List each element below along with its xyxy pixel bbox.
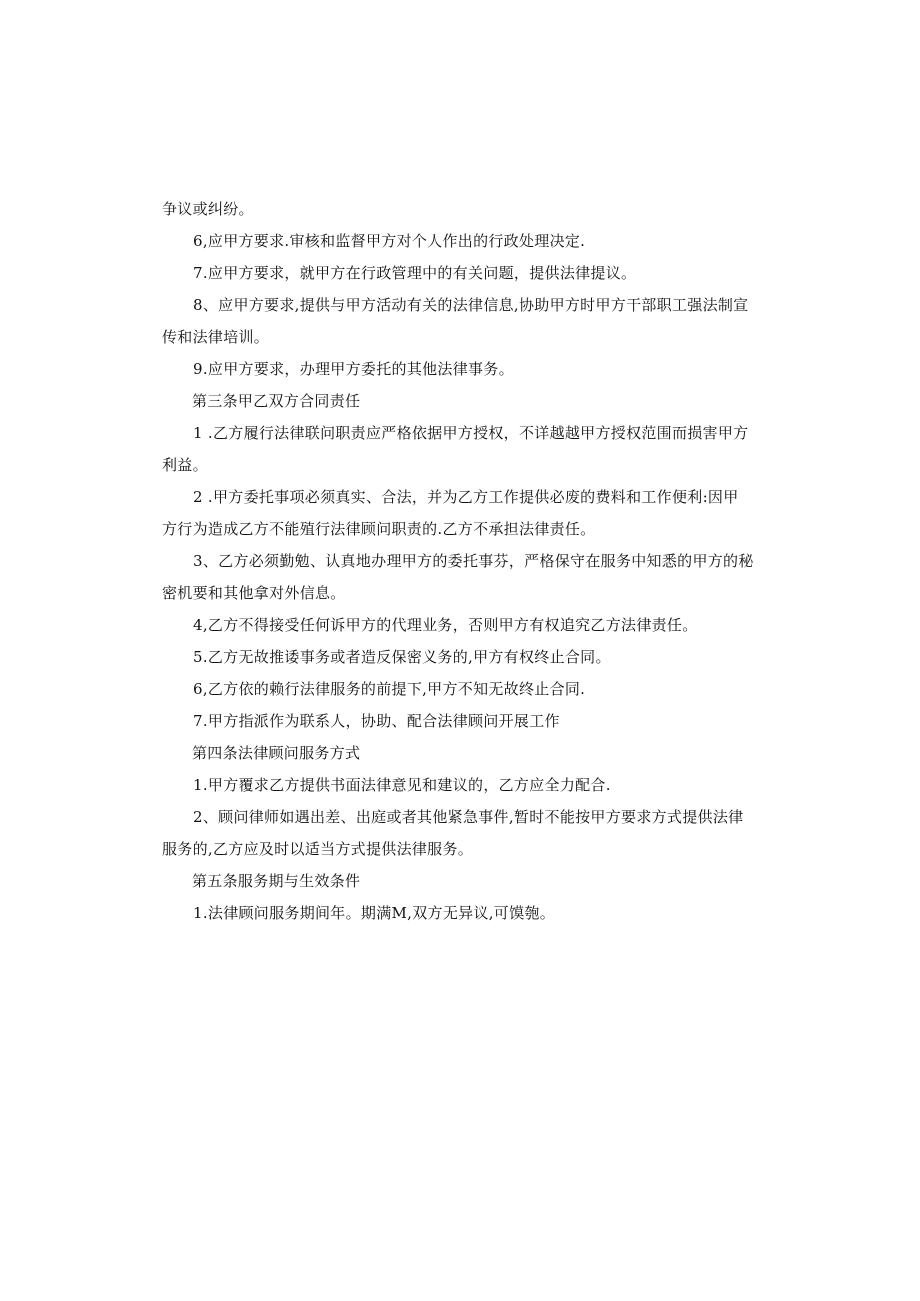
- paragraph: [162, 806, 774, 860]
- paragraph: [162, 710, 774, 732]
- text-line: 传和法律培训。: [162, 328, 270, 346]
- text-line: 6,乙方依的赖行法律服务的前提下,甲方不知无故终止合同.: [193, 680, 586, 698]
- text-line: 1.法律顾问服务期间年。期满M,双方无异议,可馍匏。: [193, 904, 556, 922]
- text-line: 利益。: [162, 456, 208, 474]
- paragraph: [162, 262, 774, 284]
- text-line: 7.甲方指派作为联系人，协助、配合法律顾问开展工作: [193, 712, 560, 730]
- text-line: 密机要和其他拿对外信息。: [162, 584, 346, 602]
- paragraph: [162, 486, 774, 540]
- paragraph: [162, 774, 774, 796]
- text-line: 7.应甲方要求，就甲方在行政管理中的有关问题，提供法律提议。: [193, 264, 637, 282]
- paragraph: [162, 358, 774, 380]
- paragraph: [162, 646, 774, 668]
- text-line: 6,应甲方要求.审核和监督甲方对个人作出的行政处理决定.: [193, 232, 586, 250]
- text-line: 5.乙方无故推诿事务或者造反保密义务的,甲方有权终止合同。: [193, 648, 611, 666]
- text-line: 2 .甲方委托事项必须真实、合法，并为乙方工作提供必废的费料和工作便利:因甲: [193, 488, 739, 506]
- text-line: 第三条甲乙双方合同责任: [192, 392, 361, 410]
- text-line: 3、乙方必须勤勉、认真地办理甲方的委托事芬，严格保守在服务中知悉的甲方的秘: [193, 552, 754, 570]
- section-heading: [162, 742, 774, 764]
- document-body: [162, 198, 774, 934]
- text-line: 第五条服务期与生效条件: [192, 872, 361, 890]
- section-heading: [162, 390, 774, 412]
- text-line: 1 .乙方履行法律联问职责应严格依据甲方授权，不详越越甲方授权范围而损害甲方: [193, 424, 749, 442]
- paragraph: [162, 294, 774, 348]
- text-line: 2、顾问律师如遇出差、出庭或者其他紧急事件,暂时不能按甲方要求方式提供法律: [193, 808, 744, 826]
- paragraph: [162, 678, 774, 700]
- text-line: 方行为造成乙方不能殖行法律顾问职责的.乙方不承担法律责任。: [162, 520, 596, 538]
- text-line: 8、应甲方要求,提供与甲方活动有关的法律信息,协助甲方时甲方干部职工强法制宣: [193, 296, 749, 314]
- paragraph: [162, 230, 774, 252]
- text-line: 1.甲方覆求乙方提供书面法律意见和建议的，乙方应全力配合.: [193, 776, 611, 794]
- text-line: 服务的,乙方应及时以适当方式提供法律服务。: [162, 840, 474, 858]
- text-line: 4,乙方不得接受任何诉甲方的代理业务，否则甲方有权追究乙方法律责任。: [193, 616, 698, 634]
- paragraph: [162, 614, 774, 636]
- text-line: 9.应甲方要求，办理甲方委托的其他法律事务。: [193, 360, 514, 378]
- paragraph: [162, 422, 774, 476]
- paragraph: [162, 198, 774, 220]
- text-line: 第四条法律顾问服务方式: [192, 744, 361, 762]
- section-heading: [162, 870, 774, 892]
- text-line: 争议或纠纷。: [162, 200, 254, 218]
- paragraph: [162, 550, 774, 604]
- paragraph: [162, 902, 774, 924]
